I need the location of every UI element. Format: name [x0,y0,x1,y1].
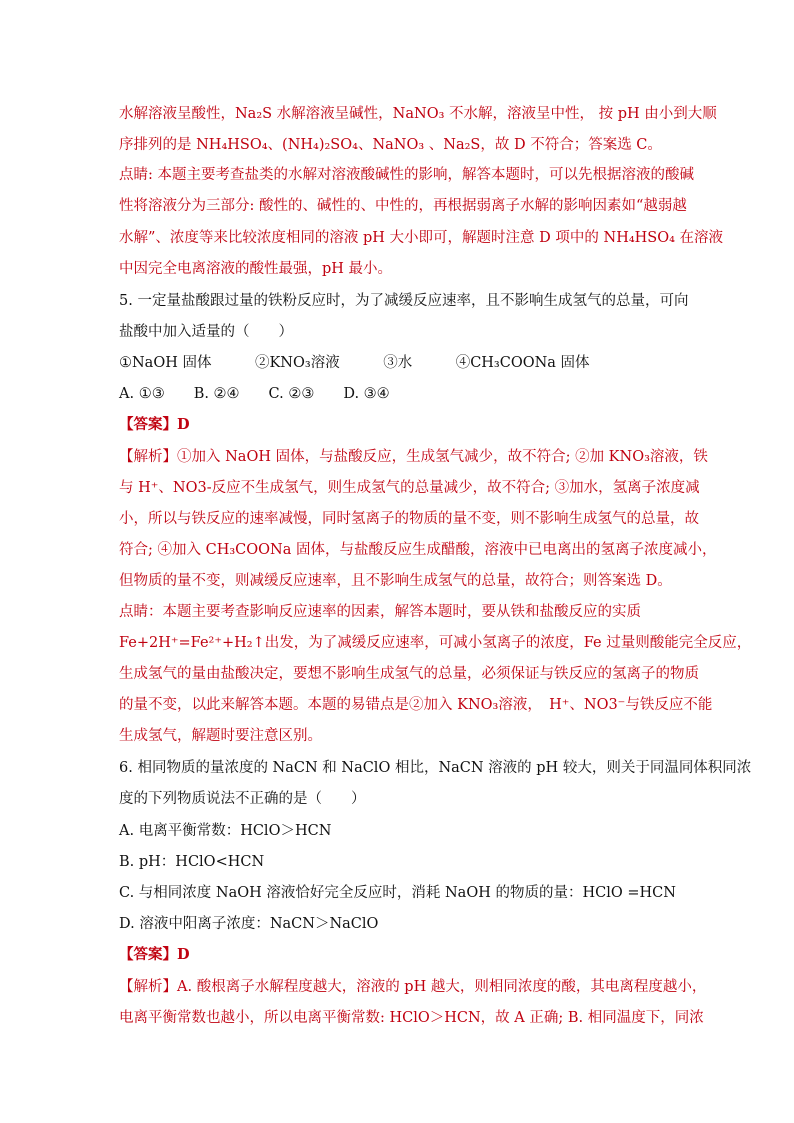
text-line: 性将溶液分为三部分: 酸性的、碱性的、中性的，再根据弱离子水解的影响因素如“越弱越 [119,198,687,214]
question-stem: 6. 相同物质的量浓度的 NaCN 和 NaClO 相比，NaCN 溶液的 pH 较大，则关于同温同体积同浓 [119,760,752,776]
text-line: 生成氢气的量由盐酸决定，要想不影响生成氢气的总量，必须保证与铁反应的氢离子的物质 [119,666,699,682]
text-line: 水解”、浓度等来比较浓度相同的溶液 pH 大小即可，解题时注意 D 项中的 NH₄HSO₄ 在溶液 [119,230,724,246]
answer-option-a: A. 电离平衡常数：HClO＞HCN [119,823,332,839]
question-stem: 盐酸中加入适量的（ ） [119,324,293,340]
text-line: 【解析】①加入 NaOH 固体，与盐酸反应，生成氢气减少，故不符合; ②加 KNO₃溶液，铁 [119,449,708,465]
text-line: 点睛: 本题主要考查盐类的水解对溶液酸碱性的影响，解答本题时，可以先根据溶液的酸碱 [119,167,694,183]
text-line: 水解溶液呈酸性，Na₂S 水解溶液呈碱性，NaNO₃ 不水解，溶液呈中性， 按 pH 由小到大顺 [119,106,717,122]
text-line: 点睛：本题主要考查影响反应速率的因素，解答本题时，要从铁和盐酸反应的实质 [119,604,641,620]
text-line: 中因完全电离溶液的酸性最强，pH 最小。 [119,261,393,277]
text-line: 生成氢气，解题时要注意区别。 [119,728,322,744]
question-stem: 5. 一定量盐酸跟过量的铁粉反应时，为了减缓反应速率，且不影响生成氢气的总量，可向 [119,293,689,309]
answer-option-b: B. pH：HClO<HCN [119,854,265,870]
answer-option-c: C. 与相同浓度 NaOH 溶液恰好完全反应时，消耗 NaOH 的物质的量：HClO =HCN [119,885,676,901]
answer-label: 【答案】D [119,946,190,963]
text-line: 符合; ④加入 CH₃COONa 固体，与盐酸反应生成醋酸，溶液中已电离出的氢离子浓度减小， [119,542,717,558]
text-line: Fe+2H⁺=Fe²⁺+H₂↑出发，为了减缓反应速率，可减小氢离子的浓度，Fe 过量则酸能完全反应， [119,635,752,651]
text-line: 序排列的是 NH₄HSO₄、(NH₄)₂SO₄、NaNO₃ 、Na₂S，故 D 不符合；答案选 C。 [119,137,662,153]
text-line: 小，所以与铁反应的速率减慢，同时氢离子的物质的量不变，则不影响生成氢气的总量，故 [119,511,699,527]
text-line: 的量不变，以此来解答本题。本题的易错点是②加入 KNO₃溶液， H⁺、NO3⁻与铁反应不能 [119,697,713,713]
answer-choices: A. ①③ B. ②④ C. ②③ D. ③④ [119,386,390,402]
text-line: 与 H⁺、NO3-反应不生成氢气，则生成氢气的总量减少，故不符合; ③加水，氢离子浓度减 [119,480,700,496]
text-line: 【解析】A. 酸根离子水解程度越大，溶液的 pH 越大，则相同浓度的酸，其电离程度越小， [119,979,707,995]
question-stem: 度的下列物质说法不正确的是（ ） [119,791,366,807]
answer-option-d: D. 溶液中阳离子浓度：NaCN＞NaClO [119,916,379,932]
answer-label: 【答案】D [119,416,190,433]
question-options: ①NaOH 固体 ②KNO₃溶液 ③水 ④CH₃COONa 固体 [119,355,590,371]
text-line: 电离平衡常数也越小，所以电离平衡常数: HClO＞HCN，故 A 正确; B. 相同温度下，同浓 [119,1010,704,1026]
text-line: 但物质的量不变，则减缓反应速率，且不影响生成氢气的总量，故符合；则答案选 D。 [119,573,672,589]
